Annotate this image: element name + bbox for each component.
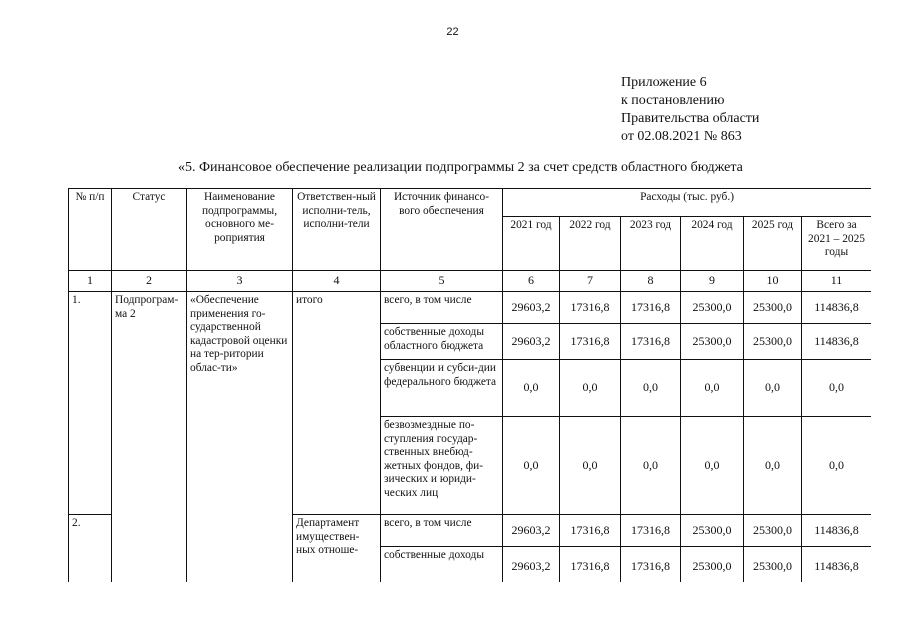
value-total: 114836,8 [802, 324, 872, 360]
row-source: субвенции и субси-дии федерального бюджета [381, 360, 503, 417]
header-year-2023: 2023 год [621, 217, 681, 271]
col-number: 4 [293, 271, 381, 292]
value-2023: 17316,8 [621, 515, 681, 547]
value-2021: 0,0 [503, 360, 560, 417]
value-2024: 0,0 [681, 417, 744, 515]
value-2025: 25300,0 [744, 547, 802, 583]
value-2024: 25300,0 [681, 324, 744, 360]
header-total: Всего за 2021 – 2025 годы [802, 217, 872, 271]
value-2021: 0,0 [503, 417, 560, 515]
value-2025: 0,0 [744, 360, 802, 417]
value-2024: 25300,0 [681, 292, 744, 324]
header-responsible: Ответствен-ный исполни-тель, исполни-тели [293, 189, 381, 271]
value-2024: 0,0 [681, 360, 744, 417]
row-source: безвозмездные по-ступления государ-ственных внебюд-жетных фондов, фи-зических и юриди-ческих лиц [381, 417, 503, 515]
column-numbers-row [69, 271, 872, 292]
col-number: 1 [69, 271, 112, 292]
header-num: № п/п [69, 189, 112, 271]
value-2021: 29603,2 [503, 515, 560, 547]
value-2023: 17316,8 [621, 292, 681, 324]
value-2023: 0,0 [621, 417, 681, 515]
row-source: всего, в том числе [381, 292, 503, 324]
row-program-name: «Обеспечение применения го-сударственной кадастровой оценки на тер-ритории облас-ти» [187, 292, 293, 583]
value-2024: 25300,0 [681, 547, 744, 583]
appendix-line-4: от 02.08.2021 № 863 [621, 129, 742, 144]
header-row-1 [69, 189, 872, 217]
header-name: Наименование подпрограммы, основного ме-роприятия [187, 189, 293, 271]
col-number: 7 [560, 271, 621, 292]
value-2023: 17316,8 [621, 547, 681, 583]
row-responsible: Департамент имуществен-ных отноше- [293, 515, 381, 583]
col-number: 2 [112, 271, 187, 292]
value-total: 0,0 [802, 417, 872, 515]
value-2022: 0,0 [560, 360, 621, 417]
value-2021: 29603,2 [503, 547, 560, 583]
section-heading: «5. Финансовое обеспечение реализации подпрограммы 2 за счет средств областного бюджета [178, 160, 743, 175]
value-2022: 17316,8 [560, 324, 621, 360]
header-status: Статус [112, 189, 187, 271]
value-2025: 25300,0 [744, 515, 802, 547]
value-2024: 25300,0 [681, 515, 744, 547]
value-2022: 17316,8 [560, 292, 621, 324]
appendix-line-2: к постановлению [621, 93, 725, 108]
header-year-2021: 2021 год [503, 217, 560, 271]
col-number: 6 [503, 271, 560, 292]
header-year-2022: 2022 год [560, 217, 621, 271]
table-row [69, 292, 872, 324]
value-2022: 17316,8 [560, 515, 621, 547]
col-number: 8 [621, 271, 681, 292]
value-2023: 17316,8 [621, 324, 681, 360]
value-2022: 0,0 [560, 417, 621, 515]
financing-table [68, 188, 871, 582]
value-2022: 17316,8 [560, 547, 621, 583]
appendix-line-3: Правительства области [621, 111, 760, 126]
header-year-2025: 2025 год [744, 217, 802, 271]
row-number: 2. [69, 515, 112, 583]
value-total: 114836,8 [802, 547, 872, 583]
financing-table-container [68, 188, 871, 582]
header-source: Источник финансо-вого обеспечения [381, 189, 503, 271]
row-source: всего, в том числе [381, 515, 503, 547]
value-total: 114836,8 [802, 292, 872, 324]
value-2023: 0,0 [621, 360, 681, 417]
header-year-2024: 2024 год [681, 217, 744, 271]
value-2025: 25300,0 [744, 292, 802, 324]
row-status: Подпрограм-ма 2 [112, 292, 187, 583]
header-expenses: Расходы (тыс. руб.) [503, 189, 872, 217]
col-number: 11 [802, 271, 872, 292]
appendix-block [621, 74, 759, 146]
row-number: 1. [69, 292, 112, 515]
value-total: 114836,8 [802, 515, 872, 547]
page-number: 22 [446, 26, 459, 38]
row-source: собственные доходы [381, 547, 503, 583]
col-number: 10 [744, 271, 802, 292]
appendix-line-1: Приложение 6 [621, 75, 707, 90]
value-total: 0,0 [802, 360, 872, 417]
value-2021: 29603,2 [503, 324, 560, 360]
col-number: 5 [381, 271, 503, 292]
value-2025: 0,0 [744, 417, 802, 515]
col-number: 9 [681, 271, 744, 292]
row-source: собственные доходы областного бюджета [381, 324, 503, 360]
row-responsible: итого [293, 292, 381, 515]
col-number: 3 [187, 271, 293, 292]
value-2021: 29603,2 [503, 292, 560, 324]
value-2025: 25300,0 [744, 324, 802, 360]
